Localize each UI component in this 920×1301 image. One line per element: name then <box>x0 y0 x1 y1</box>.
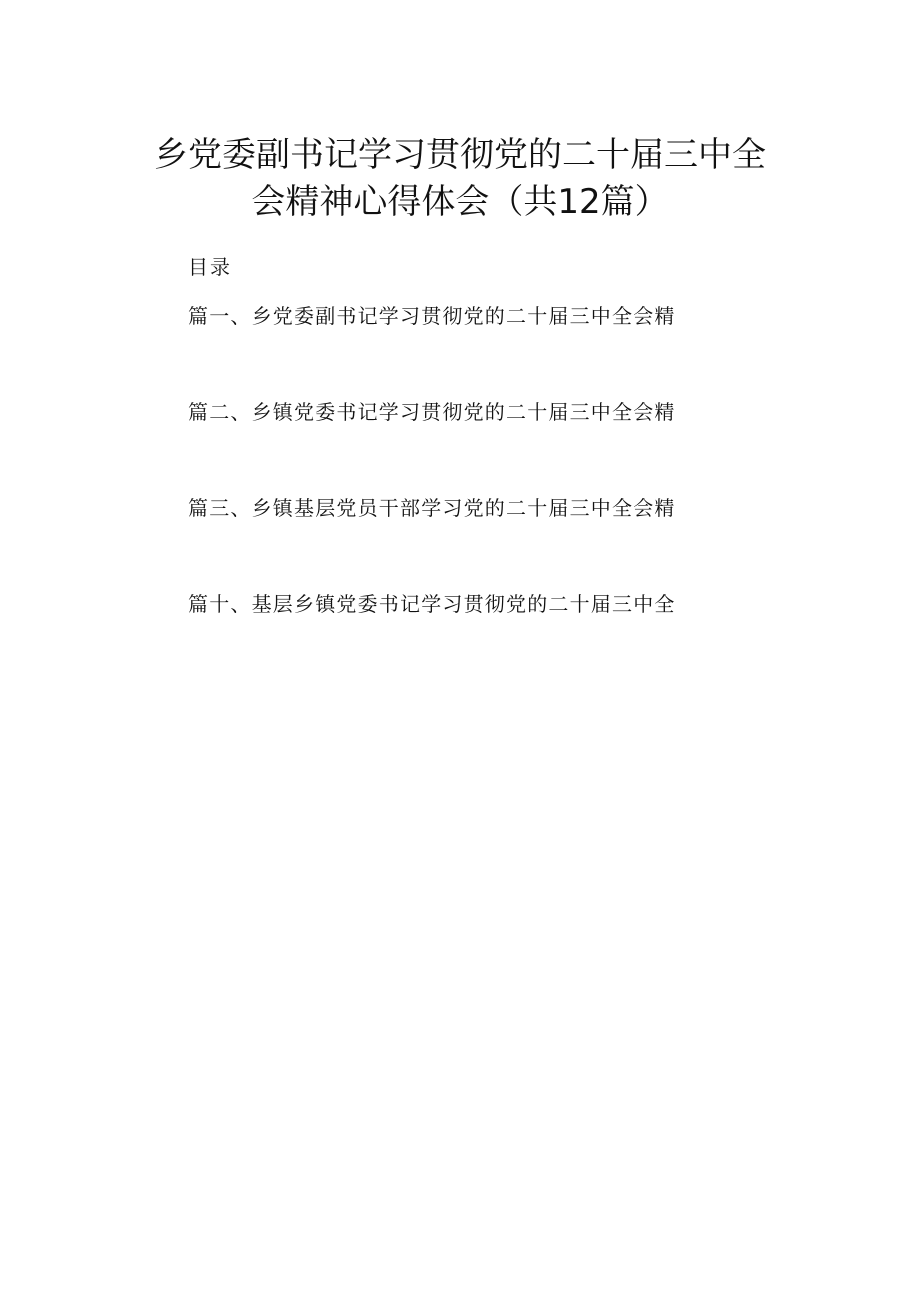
document-title-line-1: 乡党委副书记学习贯彻党的二十届三中全 <box>154 135 766 175</box>
toc-item-2[interactable]: 篇二、乡镇党委书记学习贯彻党的二十届三中全会精 <box>188 400 676 424</box>
document-title-line-2: 会精神心得体会（共12篇） <box>251 182 669 222</box>
toc-heading: 目录 <box>188 255 232 279</box>
toc-item-3[interactable]: 篇三、乡镇基层党员干部学习党的二十届三中全会精 <box>188 496 676 520</box>
toc-item-10[interactable]: 篇十、基层乡镇党委书记学习贯彻党的二十届三中全 <box>188 592 676 616</box>
document-title <box>0 132 920 226</box>
toc-item-1[interactable]: 篇一、乡党委副书记学习贯彻党的二十届三中全会精 <box>188 304 676 328</box>
table-of-contents <box>188 300 748 620</box>
